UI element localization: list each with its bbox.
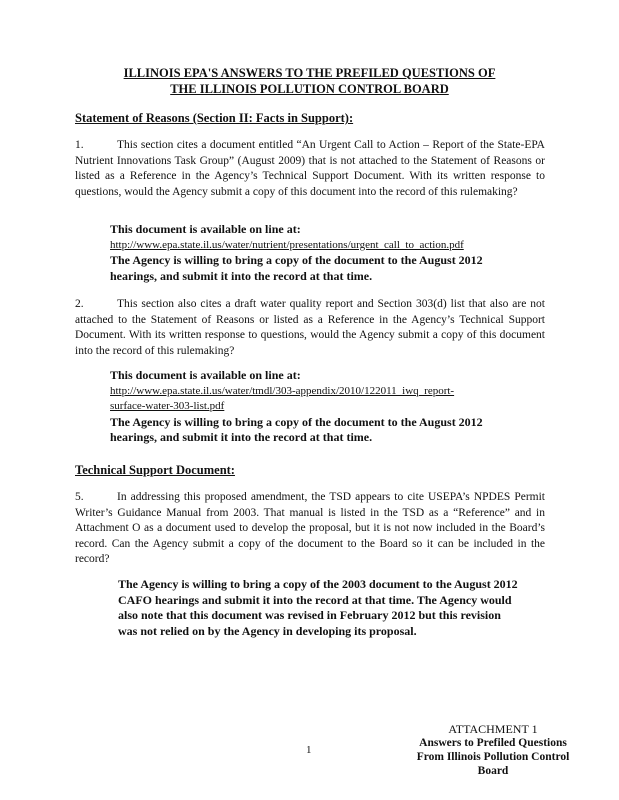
- answer-link-line-2[interactable]: surface-water-303-list.pdf: [110, 400, 225, 412]
- question-text: In addressing this proposed amendment, the TSD appears to cite USEPA’s NPDES Permit Writer’s Guidance Manual from 2003. That manual is listed in the TSD as a “Reference” and in Attachment O as a document used to develop the proposal, but it is not now included in the Board’s record. Can the Agency submit a copy of the document to the Board so it can be included in the record?: [75, 491, 545, 565]
- answer-text: The Agency is willing to bring a copy of the document to the August 2012 hearings, and submit it into the record at that time.: [110, 253, 483, 283]
- question-number: 2.: [75, 298, 84, 310]
- answer-text: The Agency is willing to bring a copy of the document to the August 2012 hearings, and submit it into the record at that time.: [110, 414, 483, 444]
- attachment-line-2: Answers to Prefiled Questions: [419, 737, 567, 749]
- question-number: 1.: [75, 139, 84, 151]
- attachment-label: [398, 722, 588, 778]
- answer-2: [110, 368, 530, 446]
- answer-intro: This document is available on line at:: [110, 368, 301, 382]
- answer-5: The Agency is willing to bring a copy of the 2003 document to the August 2012 CAFO hearings and submit it into the record at that time. The Agency would also note that this document was revised in February 2012 but this revision was not relied on by the Agency in developing its proposal.: [118, 577, 518, 638]
- answer-1: [110, 222, 530, 284]
- section-heading-statement-of-reasons: Statement of Reasons (Section II: Facts in Support):: [75, 111, 354, 125]
- answer-link[interactable]: http://www.epa.state.il.us/water/nutrient/presentations/urgent_call_to_action.pdf: [110, 238, 464, 251]
- question-1: [75, 138, 545, 200]
- attachment-line-4: Board: [477, 765, 509, 777]
- document-title-line-1: ILLINOIS EPA'S ANSWERS TO THE PREFILED QUESTIONS OF: [123, 66, 496, 80]
- question-5: [75, 490, 545, 568]
- attachment-title: ATTACHMENT 1: [448, 722, 538, 736]
- question-number: 5.: [75, 491, 84, 503]
- attachment-line-3: From Illinois Pollution Control: [416, 751, 570, 763]
- question-text: This section also cites a draft water quality report and Section 303(d) list that also are not attached to the Statement of Reasons or listed as a Reference in the Agency’s Technical Support Document. With its written response to questions, would the Agency submit a copy of this document into the record of this rulemaking?: [75, 298, 545, 357]
- answer-intro: This document is available on line at:: [110, 222, 301, 236]
- question-text: This section cites a document entitled “An Urgent Call to Action – Report of the State-EPA Nutrient Innovations Task Group” (August 2009) that is not attached to the Statement of Reasons or listed as a Reference in the Agency’s Technical Support Document. With its written response to questions, would the Agency submit a copy of this document into the record of this rulemaking?: [75, 139, 545, 198]
- answer-link-line-1[interactable]: http://www.epa.state.il.us/water/tmdl/303-appendix/2010/122011_iwq_report-: [110, 384, 455, 397]
- section-heading-technical-support-document: Technical Support Document:: [75, 463, 235, 477]
- page-number: 1: [306, 744, 312, 756]
- document-title-line-2: THE ILLINOIS POLLUTION CONTROL BOARD: [170, 82, 449, 96]
- question-2: [75, 297, 545, 359]
